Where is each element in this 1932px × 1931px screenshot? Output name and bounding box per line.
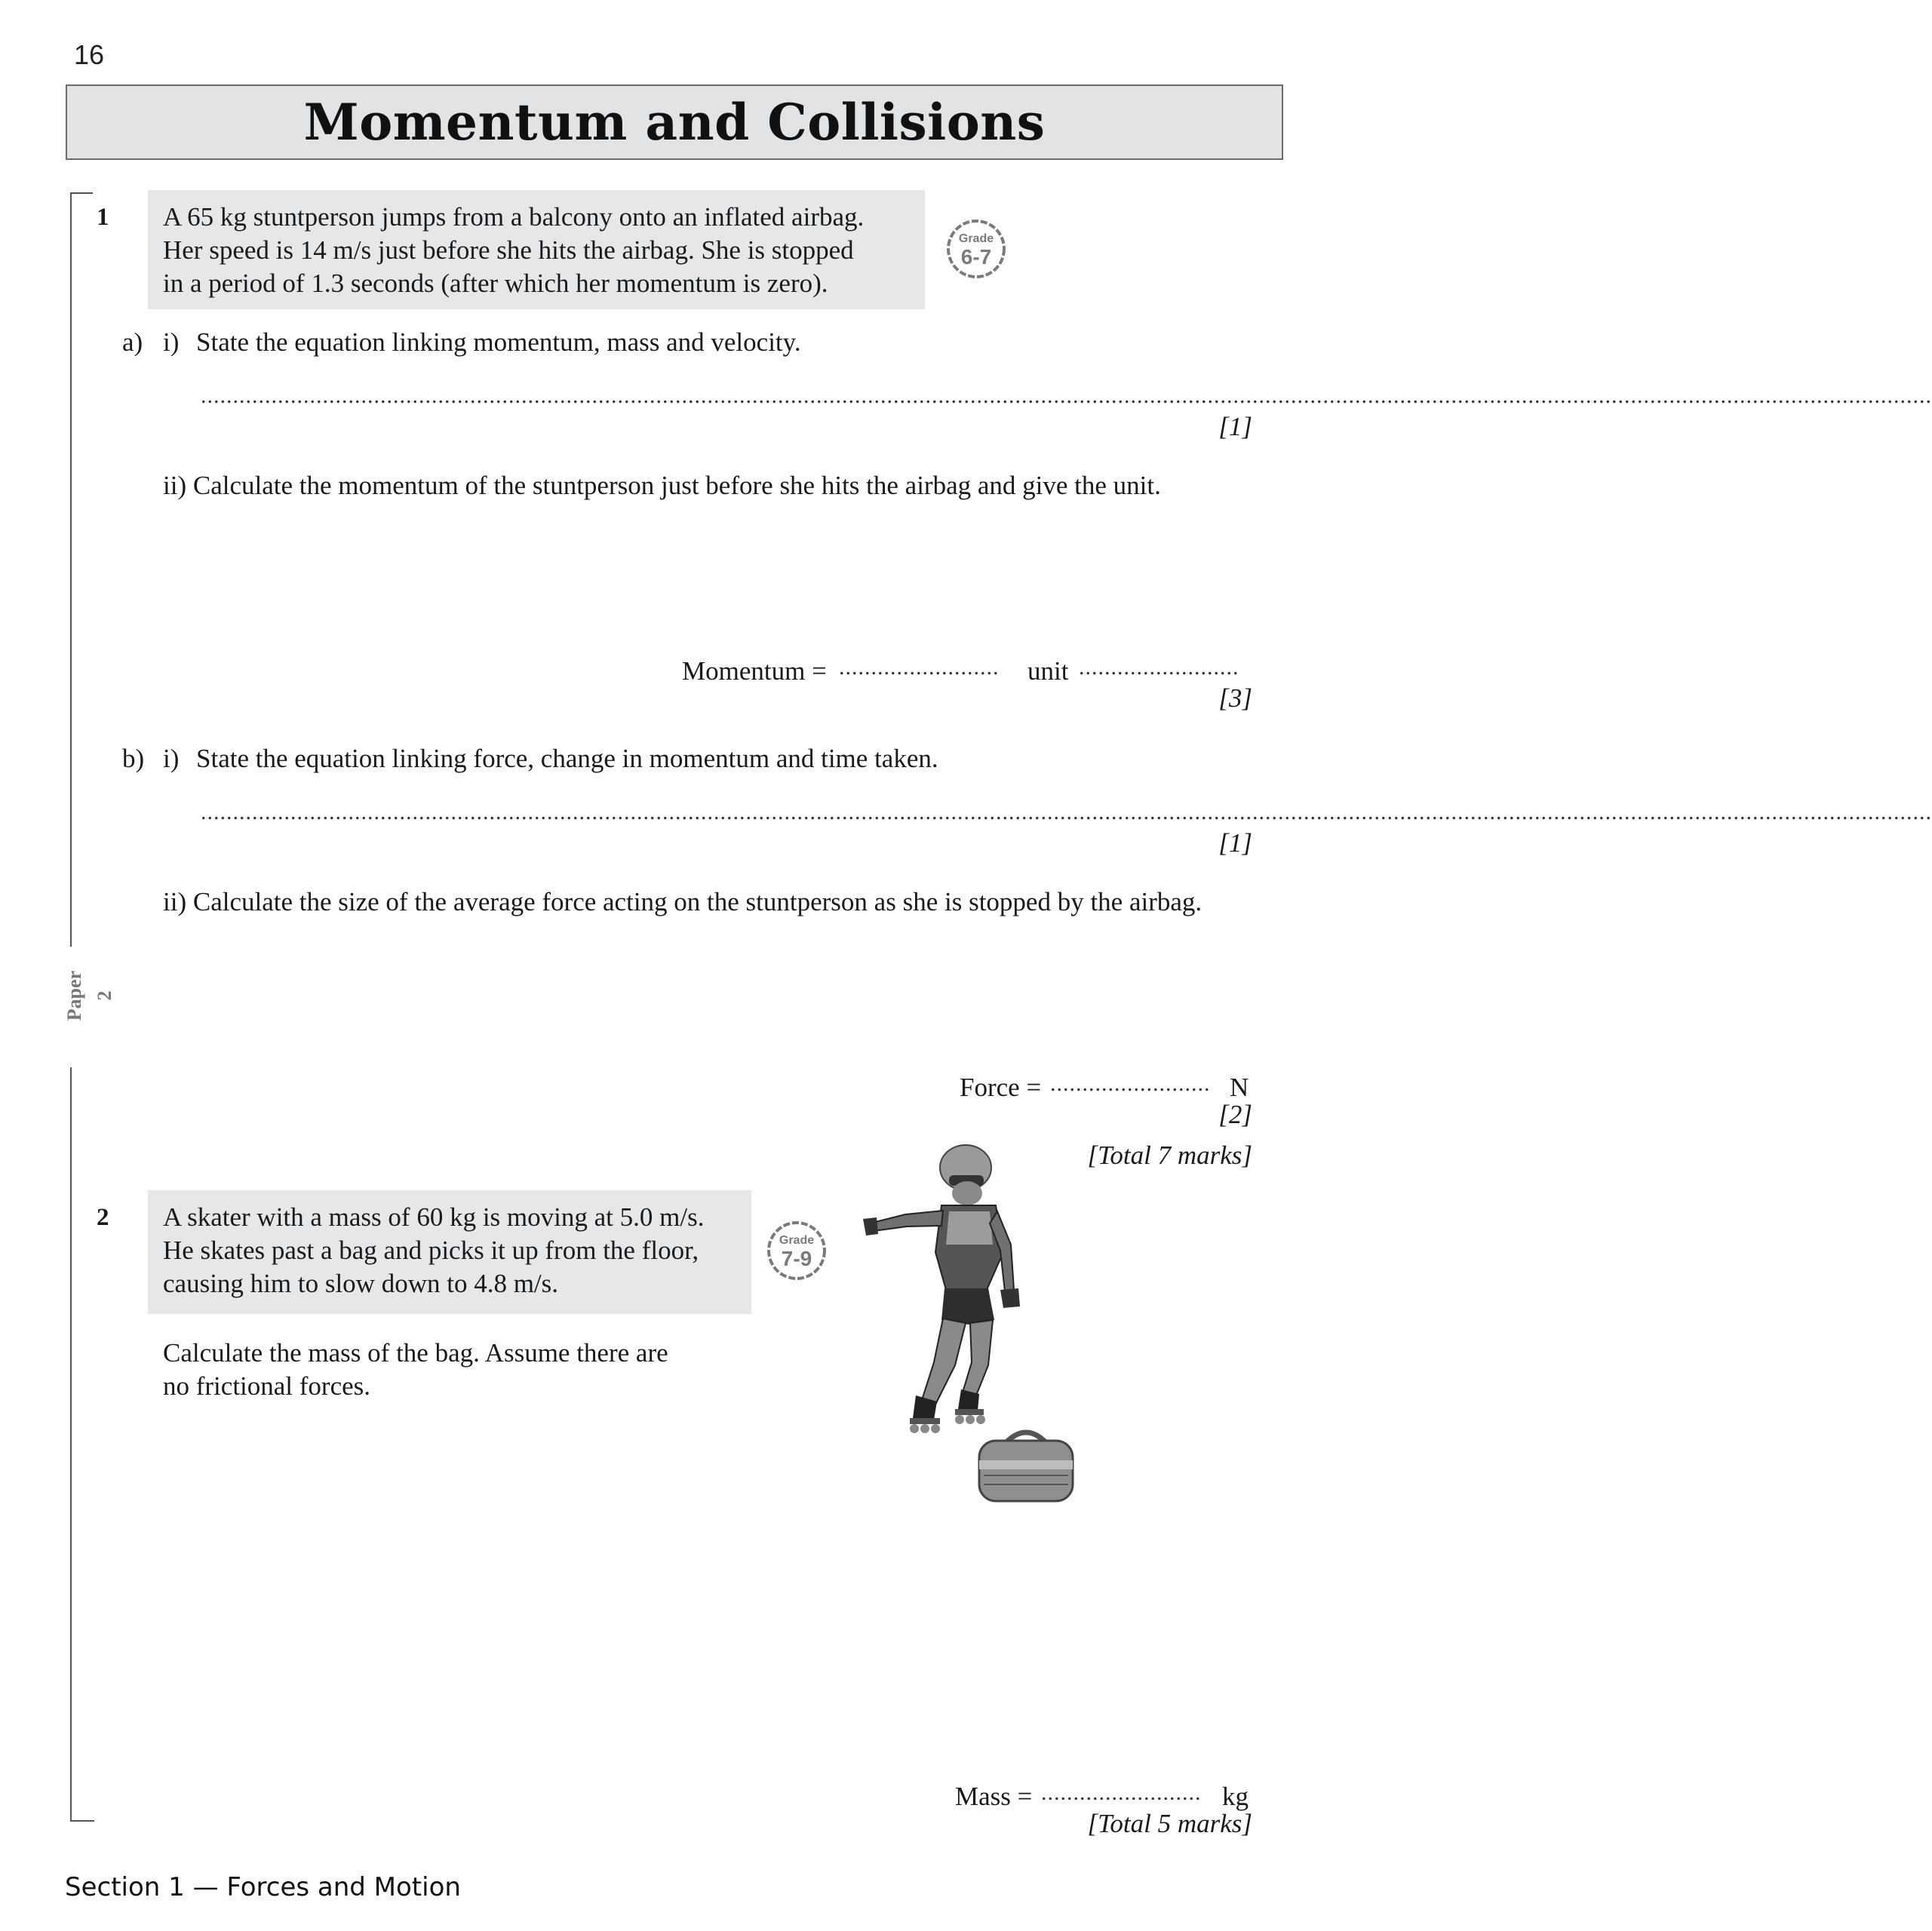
force-answer-label: Force = — [960, 1073, 1042, 1102]
q1-b-ii-marks: [2] — [1218, 1100, 1252, 1129]
skater-illustration — [852, 1139, 1101, 1441]
grade-value: 7-9 — [781, 1247, 812, 1270]
q2-number: 2 — [97, 1204, 109, 1231]
q1-b-label: b) — [122, 744, 145, 773]
bracket-line-upper — [70, 192, 72, 947]
page-number: 16 — [74, 39, 105, 70]
q1-a-ii-marks: [3] — [1218, 683, 1252, 713]
answer-line[interactable]: .............................................................................................................................................................................................................................................................................. — [201, 383, 1932, 408]
unit-answer-label: unit — [1027, 656, 1069, 686]
q1-stem-line: A 65 kg stuntperson jumps from a balcony onto an inflated airbag. — [163, 202, 865, 232]
q1-b-ii-question: ii) Calculate the size of the average force acting on the stuntperson as she is stopped by the airbag. — [163, 887, 1203, 916]
grade-badge-icon — [765, 1219, 828, 1282]
bracket-top — [70, 192, 93, 194]
mass-unit: kg — [1222, 1782, 1249, 1811]
q1-total-marks: [Total 7 marks] — [1087, 1140, 1252, 1170]
force-answer-field[interactable]: ......................... — [1050, 1071, 1211, 1096]
q1-a-i-marks: [1] — [1218, 412, 1252, 441]
q2-instruction-line: Calculate the mass of the bag. Assume there are — [163, 1338, 668, 1368]
mass-answer-field[interactable]: ......................... — [1041, 1780, 1202, 1805]
q2-total-marks: [Total 5 marks] — [1087, 1809, 1252, 1838]
bag-illustration — [973, 1423, 1079, 1506]
grade-word: Grade — [779, 1234, 815, 1247]
q2-stem-line: He skates past a bag and picks it up from the floor, — [163, 1236, 699, 1265]
q1-b-i-label: i) — [163, 744, 180, 773]
paper-label: Paper 2 — [63, 970, 115, 1021]
q1-stem-box — [148, 190, 925, 309]
unit-answer-field[interactable]: ......................... — [1079, 655, 1239, 680]
q1-a-i-label: i) — [163, 327, 180, 357]
section-footer: Section 1 — Forces and Motion — [65, 1872, 461, 1902]
q2-stem-box — [148, 1190, 751, 1314]
grade-value: 6-7 — [960, 245, 992, 269]
q1-b-i-question: State the equation linking force, change in momentum and time taken. — [196, 744, 938, 773]
q2-stem-line: A skater with a mass of 60 kg is moving at 5.0 m/s. — [163, 1202, 705, 1232]
q2-instruction-line: no frictional forces. — [163, 1371, 371, 1401]
mass-answer-label: Mass = — [955, 1782, 1033, 1811]
page-title: Momentum and Collisions — [303, 93, 1046, 152]
force-unit: N — [1230, 1073, 1249, 1102]
q1-number: 1 — [97, 204, 109, 231]
title-banner — [66, 84, 1283, 160]
answer-line[interactable]: .............................................................................................................................................................................................................................................................................. — [201, 800, 1932, 824]
q1-stem-line: in a period of 1.3 seconds (after which her momentum is zero). — [163, 269, 828, 298]
q2-instruction — [163, 1337, 668, 1403]
bracket-line-lower — [70, 1067, 72, 1822]
q1-b-i-marks: [1] — [1218, 828, 1252, 858]
bracket-bottom — [70, 1820, 94, 1822]
q2-stem-line: causing him to slow down to 4.8 m/s. — [163, 1269, 559, 1298]
grade-word: Grade — [958, 232, 994, 245]
q1-stem-line: Her speed is 14 m/s just before she hits the airbag. She is stopped — [163, 235, 854, 265]
q1-a-label: a) — [122, 327, 143, 357]
q1-a-ii-question: ii) Calculate the momentum of the stuntperson just before she hits the airbag and give the unit. — [163, 471, 1161, 500]
momentum-answer-label: Momentum = — [682, 656, 827, 686]
q1-a-i-question: State the equation linking momentum, mass and velocity. — [196, 327, 801, 357]
grade-badge-icon — [944, 217, 1008, 281]
momentum-answer-field[interactable]: ......................... — [839, 655, 1000, 680]
